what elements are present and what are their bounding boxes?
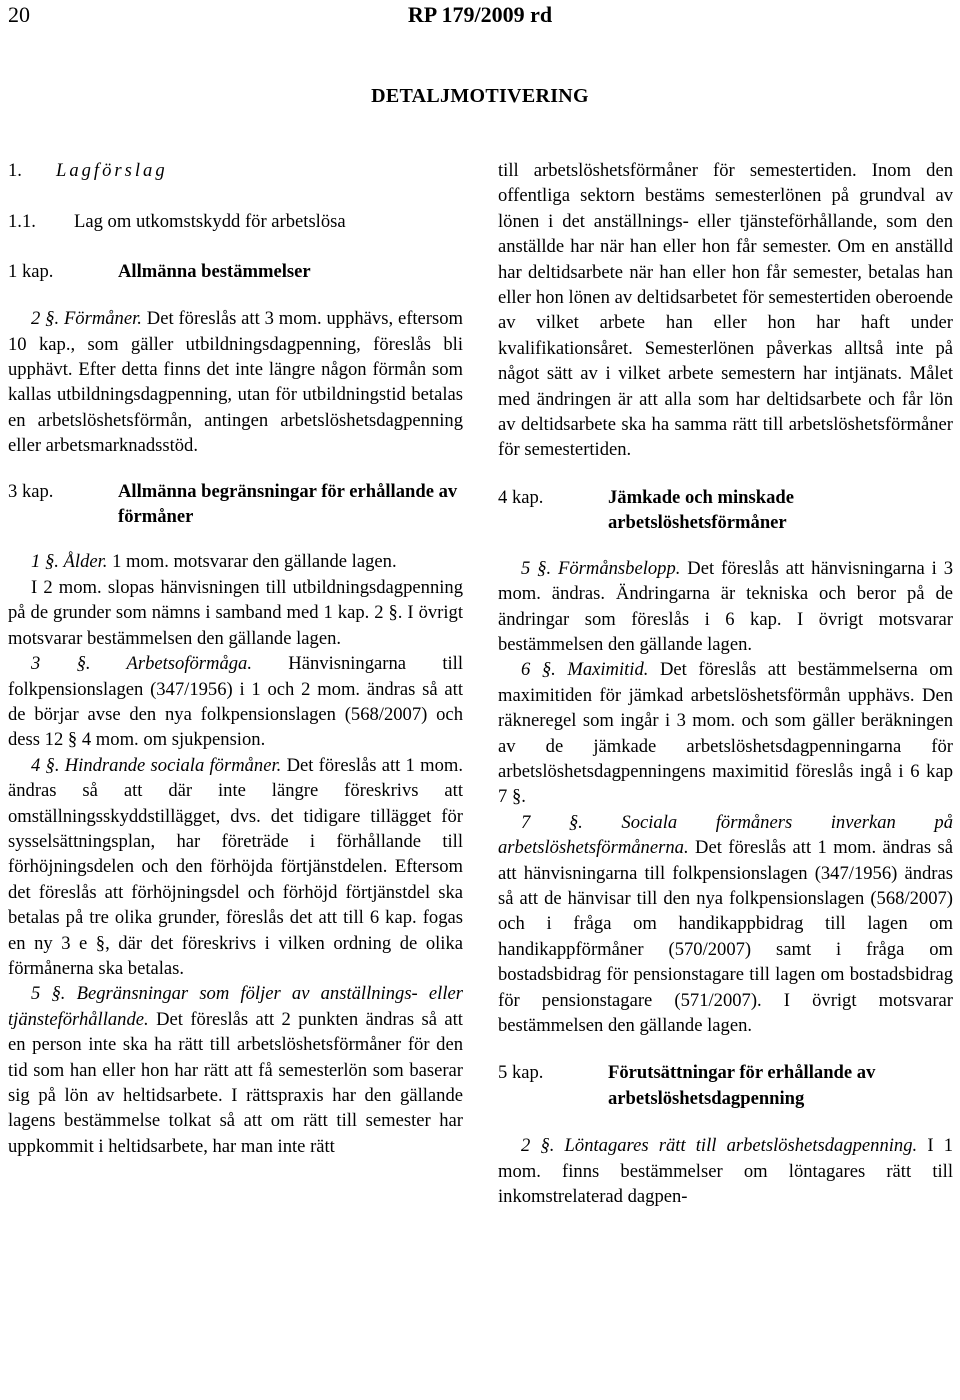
document-reference: RP 179/2009 rd bbox=[407, 2, 553, 27]
section-title: Lagförslag bbox=[56, 160, 168, 181]
page-number: 20 bbox=[8, 2, 30, 27]
paragraph-body: Det föreslås att 3 mom. upphävs, eftersom 10 kap., som gäller utbildningsdagpenning, föreslås bli upphävt. Efter detta finns det inte längre någon förmån som kallas utbildningsdagpenning, utan för utbildningstid betalas en arbetslöshetsförmån, antingen arbetslöshetsdagpenning eller arbetsmarknadsstöd. bbox=[8, 308, 463, 457]
paragraph bbox=[8, 549, 463, 574]
section-number: 1. bbox=[8, 160, 22, 181]
paragraph bbox=[498, 1133, 953, 1209]
chapter-number: 5 kap. bbox=[498, 1062, 544, 1084]
paragraph-body: Hänvisningarna till folkpensionslagen (347/1956) i 1 och 2 mom. ändras så att de börjar avse den nya folkpensionslagen (568/2007) och dess 12 § 4 mom. om sjukpension. bbox=[8, 653, 463, 751]
section-heading bbox=[8, 158, 463, 183]
paragraph-body: Det föreslås att 1 mom. ändras så att hänvisningarna till folkpensionslagen (347/1956) ändras så att de hänvisar till den nya folkpensionslagen (568/2007) och i fråga om handikappbidrag till lagen om handikappförmåner (570/2007) samt i fråga om bostadsbidrag för pensionstagare till lagen om bostadsbidrag för pensionstagare (571/2007). I övrigt motsvarar bestämmelsen den gällande lagen. bbox=[498, 837, 953, 1036]
page-header bbox=[8, 2, 952, 28]
paragraph-body: 1 mom. motsvarar den gällande lagen. bbox=[112, 551, 397, 573]
chapter-heading bbox=[498, 485, 953, 536]
paragraph-body: Det föreslås att bestämmelserna om maximitiden för jämkad arbetslöshetsförmån upphävs. Den räkneregel som ingår i 3 mom. och som gäller beräkningen av de jämkade arbetslöshetsdagpenningarna för arbetslöshetsdagpenningens maximitid föreslås ingå i 6 kap 7 §. bbox=[498, 659, 954, 808]
chapter-title: Jämkade och minskade arbetslöshetsförmåner bbox=[608, 486, 794, 534]
chapter-heading bbox=[8, 479, 463, 530]
paragraph-body: I 1 mom. finns bestämmelser om löntagares rätt till inkomstrelaterad dagpen- bbox=[498, 1135, 953, 1208]
paragraph bbox=[8, 753, 463, 982]
paragraph bbox=[8, 981, 463, 1159]
right-column bbox=[498, 158, 953, 1209]
paragraph-body: Det föreslås att hänvisningarna i 3 mom. ändras. Ändringarna är tekniska och beror på de ändringar som föreslås i 6 kap. I övrigt motsvarar bestämmelsen den gällande lagen. bbox=[498, 557, 953, 655]
chapter-number: 3 kap. bbox=[8, 480, 54, 502]
chapter-title: Allmänna bestämmelser bbox=[118, 260, 311, 282]
subsection-number: 1.1. bbox=[8, 211, 36, 233]
paragraph-body: Det föreslås att 1 mom. ändras så att där inte längre föreskrivs att omställningsskyddstillägget, dvs. det tidigare tillägget för sysselsättningsplan, har företräde i förhållande till förhöjningsdelen och den förhöjda förtjänstdelen. Eftersom det föreslås att förhöjningsdel och förhöjd förtjänstdel ska betalas på tre olika grunder, föreslås det att till 6 kap. fogas en ny 3 e §, där det föreskrivs i vilken ordning de olika förmånerna ska betalas. bbox=[8, 754, 463, 979]
chapter-heading bbox=[498, 1060, 953, 1111]
subsection-title: Lag om utkomstskydd för arbetslösa bbox=[74, 211, 346, 233]
chapter-number: 1 kap. bbox=[8, 260, 54, 282]
paragraph-heading: 5 §. Förmånsbelopp. bbox=[521, 557, 681, 579]
paragraph bbox=[498, 657, 953, 809]
paragraph bbox=[498, 556, 953, 658]
paragraph-heading: 1 §. Ålder. bbox=[31, 551, 108, 573]
paragraph: till arbetslöshetsförmåner för semestertiden. Inom den offentliga sektorn bestäms semesterlönen på grundval av lönen i det anställnings- eller tjänsteförhållande, som den anställde har när han eller hon får semester. Om en anställd har deltidsarbete när han eller hon får semester, betalas han eller hon lönen av deltidsarbetet för semestertiden oberoende av vilket arbete han eller hon har haft under kvalifikationsåret. Semesterlönen påverkas alltså inte på något sätt av i vilket arbete semestern har intjänats. Målet med ändringen är att alla som har deltidsarbete och får lön av deltidsarbete ska ha samma rätt till arbetslöshetsförmåner för semestertiden. bbox=[498, 160, 953, 461]
paragraph-heading: 4 §. Hindrande sociala förmåner. bbox=[31, 754, 282, 776]
paragraph: I 2 mom. slopas hänvisningen till utbildningsdagpenning på de grunder som nämns i samband med 1 kap. 2 §. I övrigt motsvarar bestämmelsen den gällande lagen. bbox=[8, 576, 463, 649]
paragraph-body: Det föreslås att 2 punkten ändras så att en person inte ska ha rätt till arbetslöshetsförmåner för den tid som han eller hon har rätt att få semesterlön som baserar sig på lön av heltidsarbete. I rättspraxis har den gällande lagens bestämmelse tolkat så att om rätt till semester har uppkommit i heltidsarbete, har man inte rätt bbox=[8, 1008, 463, 1157]
chapter-title: Allmänna begränsningar för erhållande av förmåner bbox=[118, 480, 458, 528]
chapter-title: Förutsättningar för erhållande av arbetslöshetsdagpenning bbox=[608, 1062, 876, 1109]
paragraph-heading: 3 §. Arbetsoförmåga. bbox=[31, 653, 252, 675]
paragraph-heading: 6 §. Maximitid. bbox=[521, 659, 649, 681]
paragraph-heading: 7 §. Sociala förmåners inverkan på arbetslöshetsförmånerna. bbox=[498, 811, 953, 859]
chapter-number: 4 kap. bbox=[498, 486, 544, 508]
chapter-heading bbox=[8, 259, 463, 284]
paragraph-heading: 2 §. Löntagares rätt till arbetslöshetsdagpenning. bbox=[521, 1135, 918, 1157]
paragraph bbox=[498, 810, 953, 1039]
paragraph bbox=[8, 306, 463, 458]
paragraph-heading: 5 §. Begränsningar som följer av anställnings- eller tjänsteförhållande. bbox=[8, 983, 463, 1030]
page-title: DETALJMOTIVERING bbox=[371, 85, 589, 107]
left-column bbox=[8, 158, 463, 1159]
paragraph-heading: 2 §. Förmåner. bbox=[31, 308, 142, 330]
paragraph bbox=[8, 651, 463, 753]
subsection-heading bbox=[8, 209, 463, 234]
